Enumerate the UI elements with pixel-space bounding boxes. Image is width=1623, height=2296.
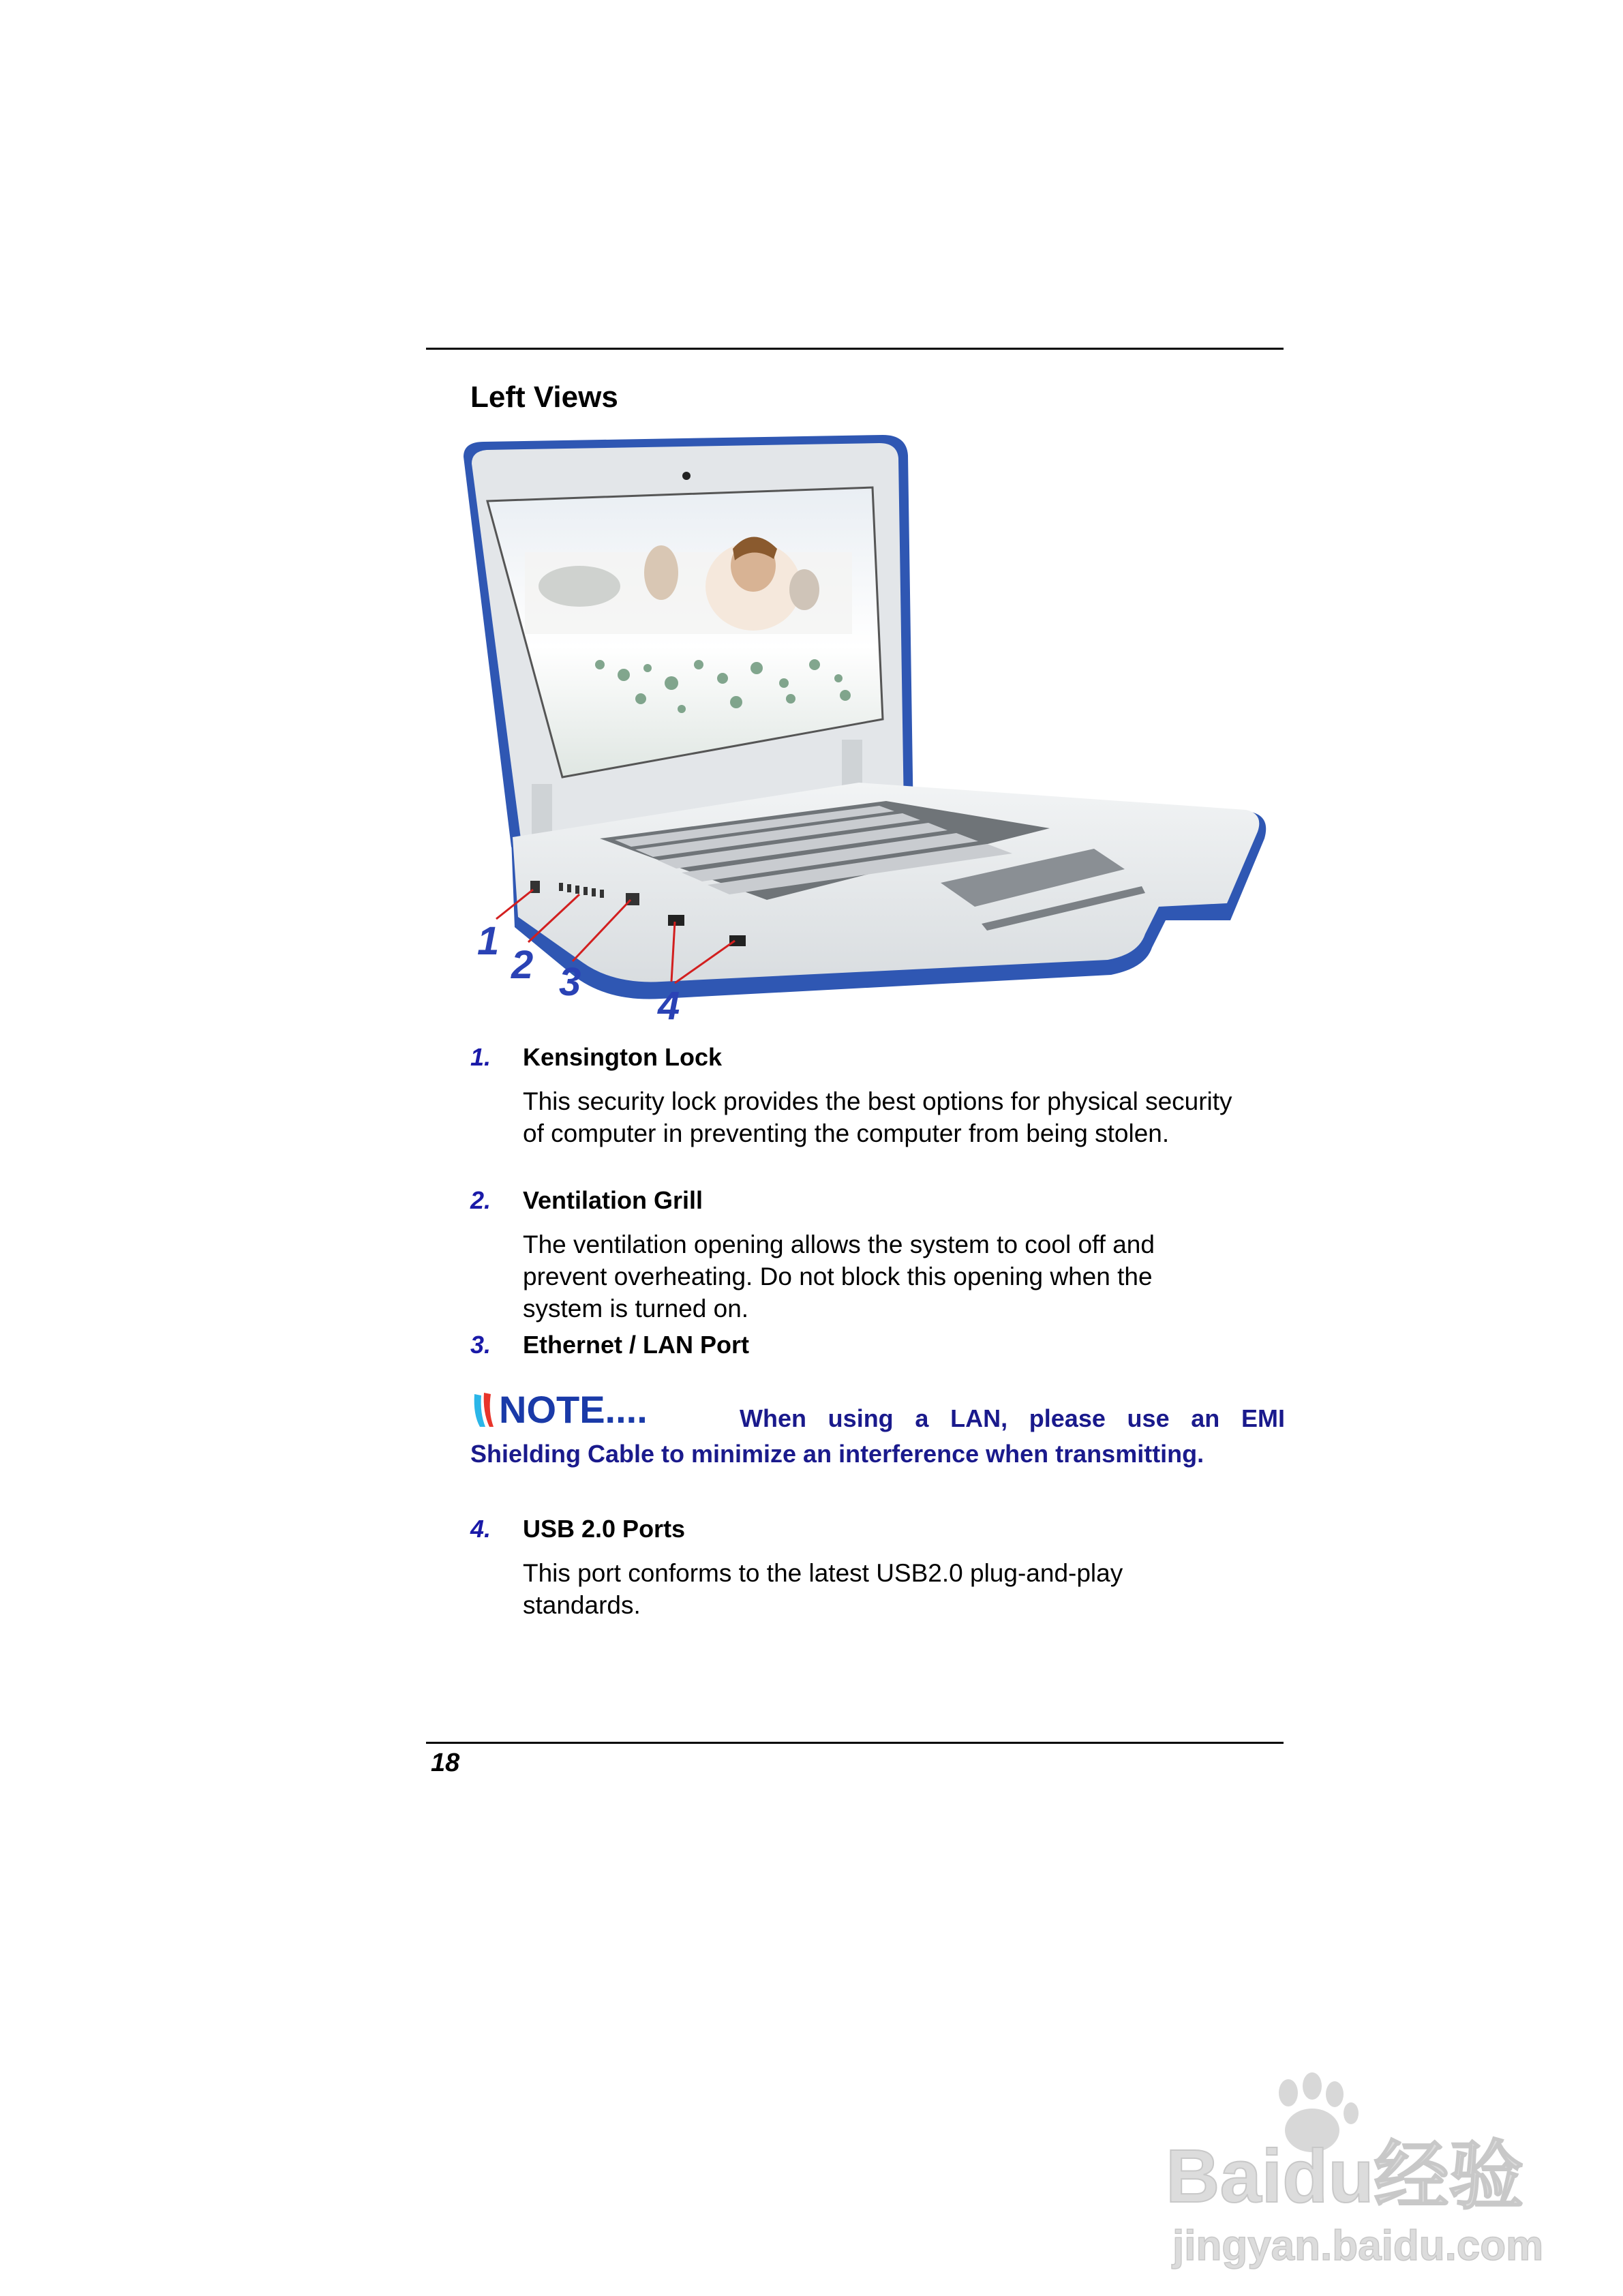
item-number: 1. [470, 1043, 491, 1071]
item-heading: Ethernet / LAN Port [523, 1331, 750, 1359]
watermark-brand: Baidu经验 [1166, 2134, 1524, 2218]
item-description: The ventilation opening allows the system to cool off and prevent overheating. Do not block this opening when the system is turned on. [523, 1230, 1155, 1323]
note-logo-text: NOTE.... [499, 1388, 648, 1431]
item-heading: Kensington Lock [523, 1043, 723, 1071]
item-heading: Ventilation Grill [523, 1186, 703, 1214]
item-number: 2. [470, 1186, 491, 1214]
baidu-watermark [1159, 2066, 1568, 2277]
item-heading: USB 2.0 Ports [523, 1515, 686, 1543]
note-text: When using a LAN, please use an EMI Shielding Cable to minimize an interference when transmitting. [470, 1404, 1285, 1468]
item-number: 4. [470, 1515, 491, 1543]
page-number: 18 [431, 1749, 460, 1777]
section-title: Left Views [470, 380, 618, 414]
note-block [470, 1387, 1285, 1470]
item-description: This port conforms to the latest USB2.0 plug-and-play standards. [523, 1559, 1123, 1619]
watermark-url: jingyan.baidu.com [1172, 2222, 1544, 2269]
note-logo-icon [470, 1387, 699, 1438]
callout-2: 2 [511, 943, 534, 987]
callout-3: 3 [559, 960, 581, 1004]
header-rule [426, 348, 1284, 350]
item-description: This security lock provides the best options for physical security of computer in preventing the computer from being stolen. [523, 1087, 1232, 1147]
footer-rule [426, 1742, 1284, 1744]
item-number: 3. [470, 1331, 491, 1359]
callout-4: 4 [658, 984, 680, 1028]
laptop-left-view-illustration [436, 429, 1278, 1043]
callout-1: 1 [477, 919, 500, 963]
